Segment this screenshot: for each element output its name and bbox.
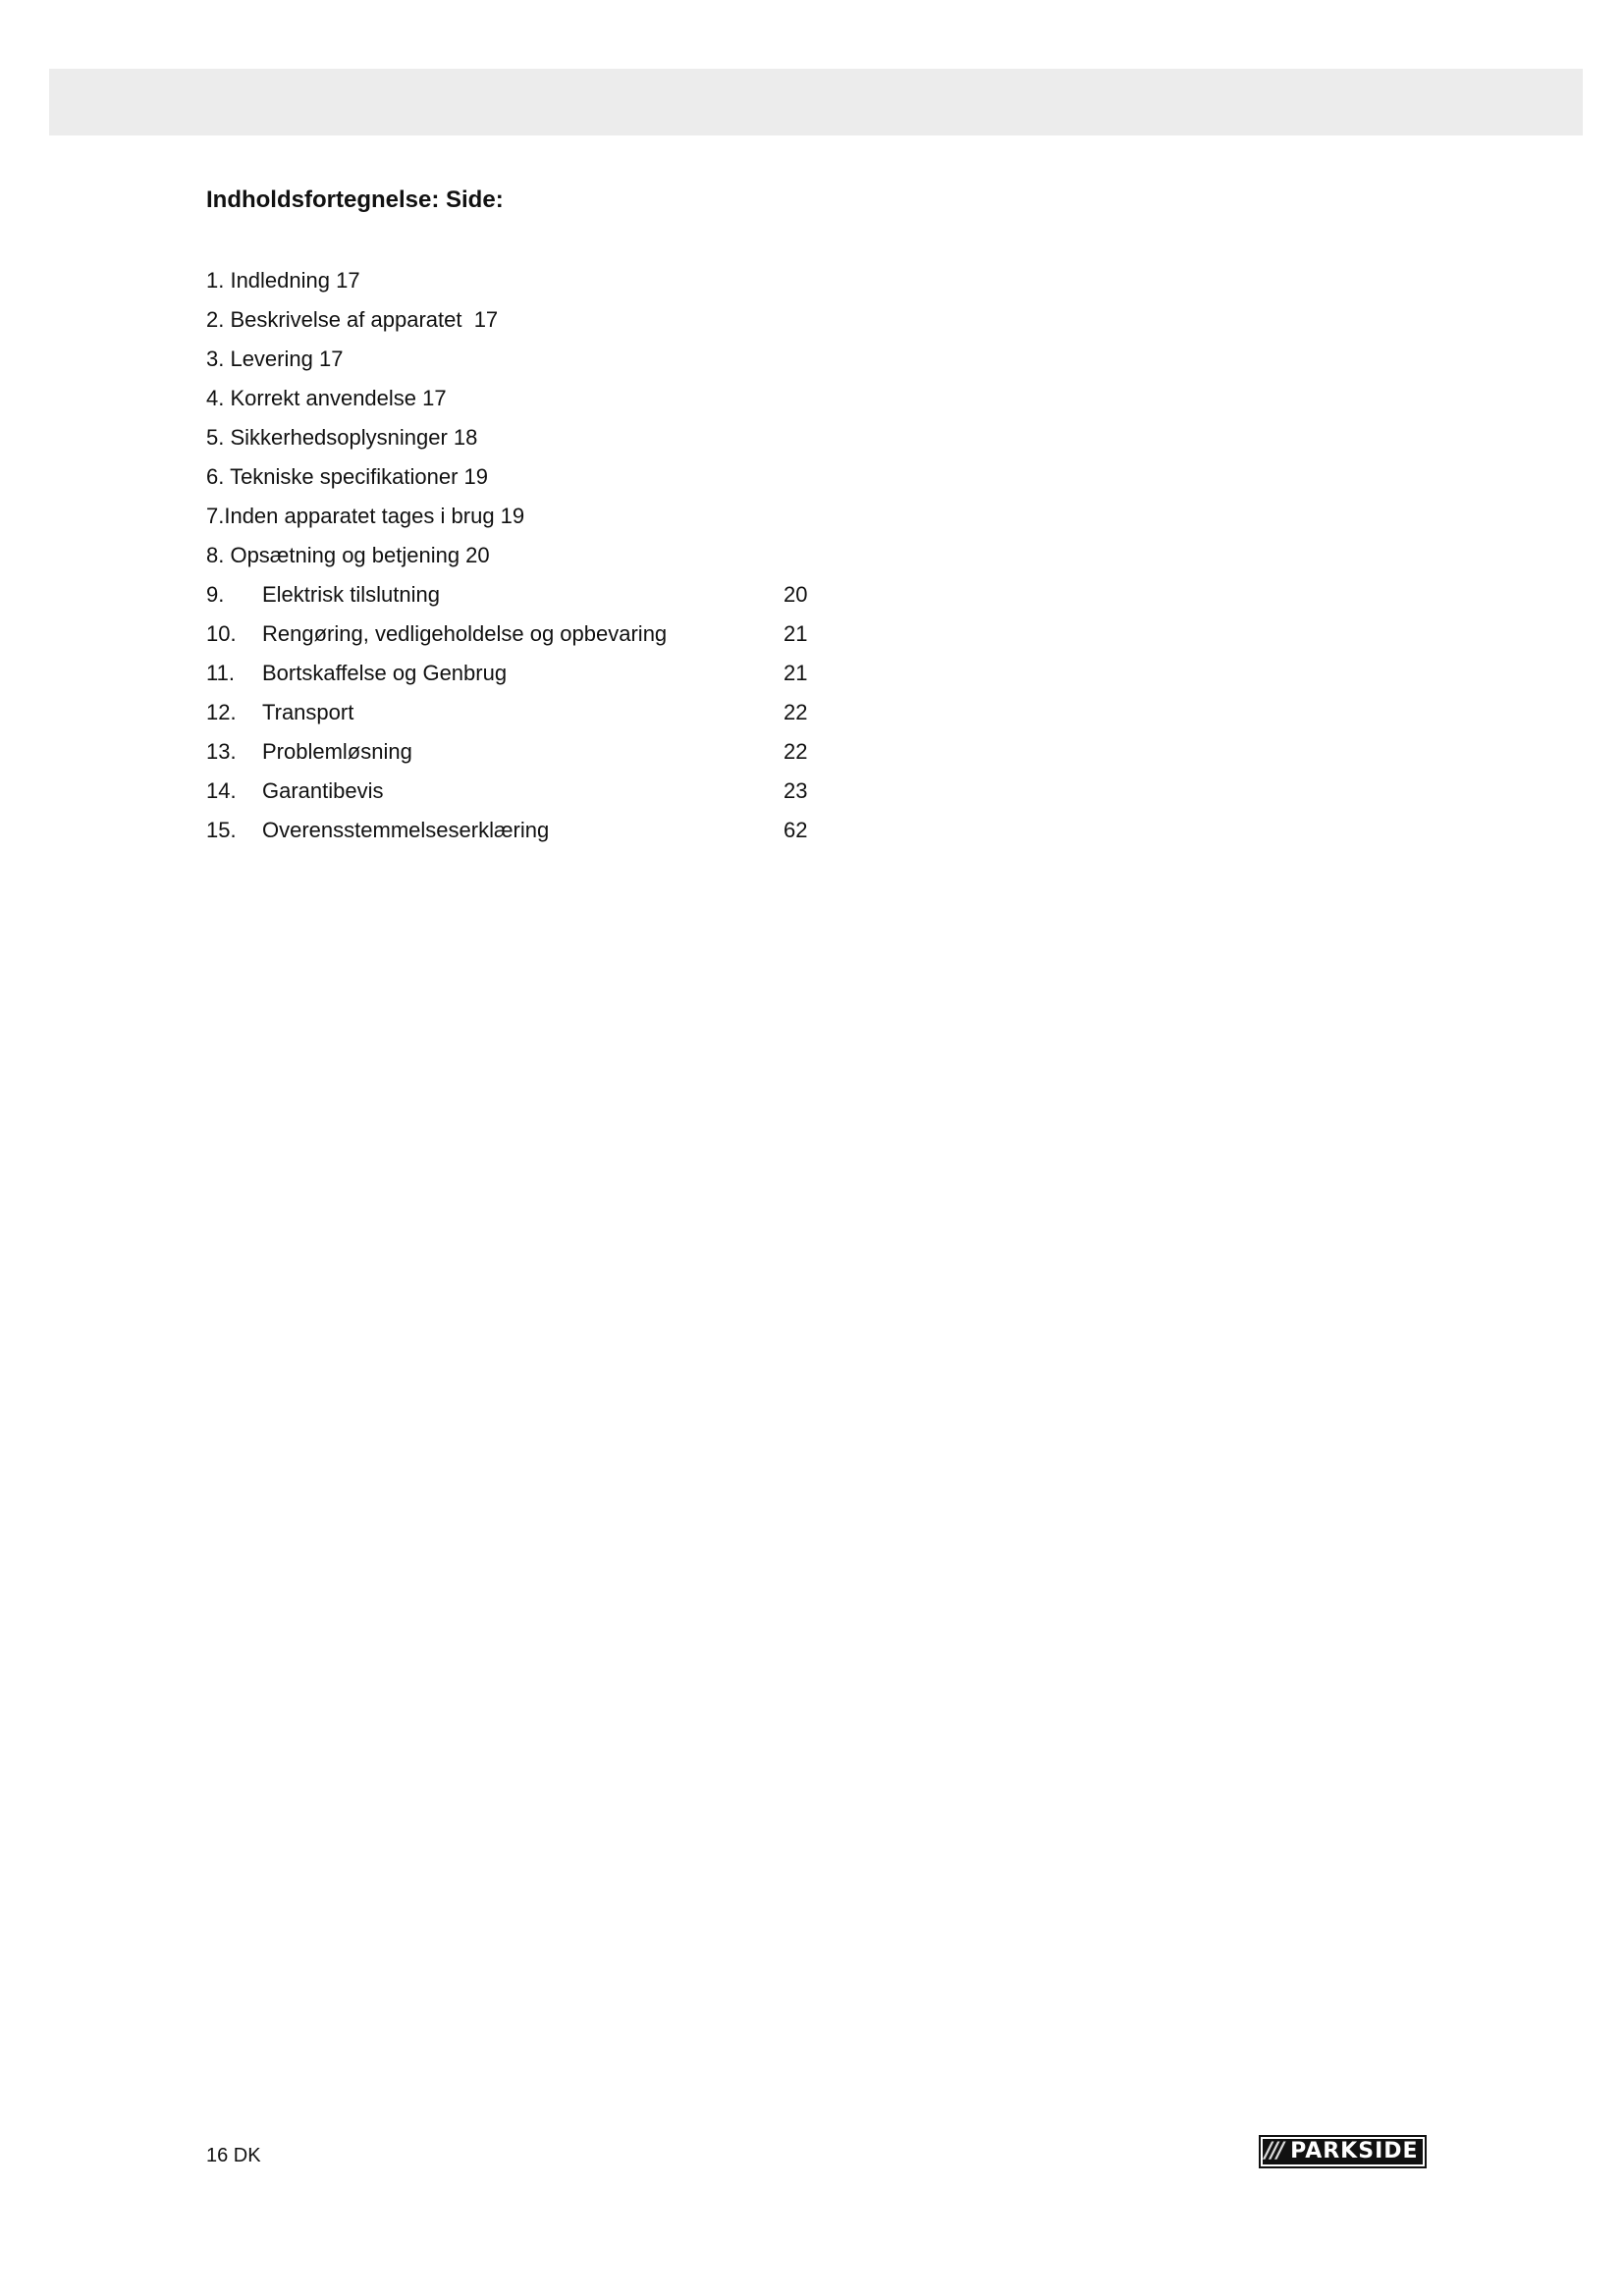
toc-entry-number: 15.: [206, 818, 237, 842]
logo-stripes-icon: ///: [1265, 2139, 1283, 2163]
toc-entry-title: Elektrisk tilslutning: [262, 582, 440, 607]
toc-entry: [206, 614, 893, 654]
toc-entry: 3. Levering 17: [206, 347, 344, 371]
toc-title: Indholdsfortegnelse: Side:: [206, 187, 504, 213]
toc-entry-title: Bortskaffelse og Genbrug: [262, 661, 508, 685]
toc-entry: [206, 575, 893, 614]
toc-entry-number: 13.: [206, 739, 237, 764]
toc-entry-page: 22: [784, 700, 808, 724]
toc-entry: 4. Korrekt anvendelse 17: [206, 386, 447, 410]
toc-entry-number: 10.: [206, 621, 237, 646]
toc-entry: [206, 772, 893, 811]
toc-entry: [206, 811, 893, 850]
toc-entry-number: 12.: [206, 700, 237, 724]
toc-entry-title: Problemløsning: [262, 739, 412, 764]
toc-entry-page: 21: [784, 661, 808, 685]
toc-entry-title: Rengøring, vedligeholdelse og opbevaring: [262, 621, 668, 646]
header-band: [49, 69, 1583, 135]
toc-entry-page: 62: [784, 818, 808, 842]
toc-entry: [206, 654, 893, 693]
toc-entry-number: 11.: [206, 661, 235, 685]
toc-entry-page: 21: [784, 621, 808, 646]
page-number: 16 DK: [206, 2145, 261, 2166]
toc-entry: 8. Opsætning og betjening 20: [206, 543, 490, 567]
toc-entry-title: Overensstemmelseserklæring: [262, 818, 550, 842]
toc-entry: 5. Sikkerhedsoplysninger 18: [206, 425, 478, 450]
toc-entry: 2. Beskrivelse af apparatet 17: [206, 307, 499, 332]
toc-entry-page: 22: [784, 739, 808, 764]
toc-entry-title: Garantibevis: [262, 778, 384, 803]
toc-entry: 6. Tekniske specifikationer 19: [206, 464, 488, 489]
toc-entry-title: Transport: [262, 700, 354, 724]
toc-entry-page: 20: [784, 582, 808, 607]
toc-entry: 7.Inden apparatet tages i brug 19: [206, 504, 525, 528]
toc-entry-number: 14.: [206, 778, 237, 803]
parkside-logo: [1259, 2135, 1427, 2168]
toc-entry: 1. Indledning 17: [206, 268, 360, 293]
logo-text: PARKSIDE: [1290, 2139, 1419, 2163]
table-of-contents: [206, 261, 893, 850]
toc-entry-page: 23: [784, 778, 808, 803]
toc-entry: [206, 732, 893, 772]
toc-entry: [206, 693, 893, 732]
toc-entry-number: 9.: [206, 582, 225, 607]
